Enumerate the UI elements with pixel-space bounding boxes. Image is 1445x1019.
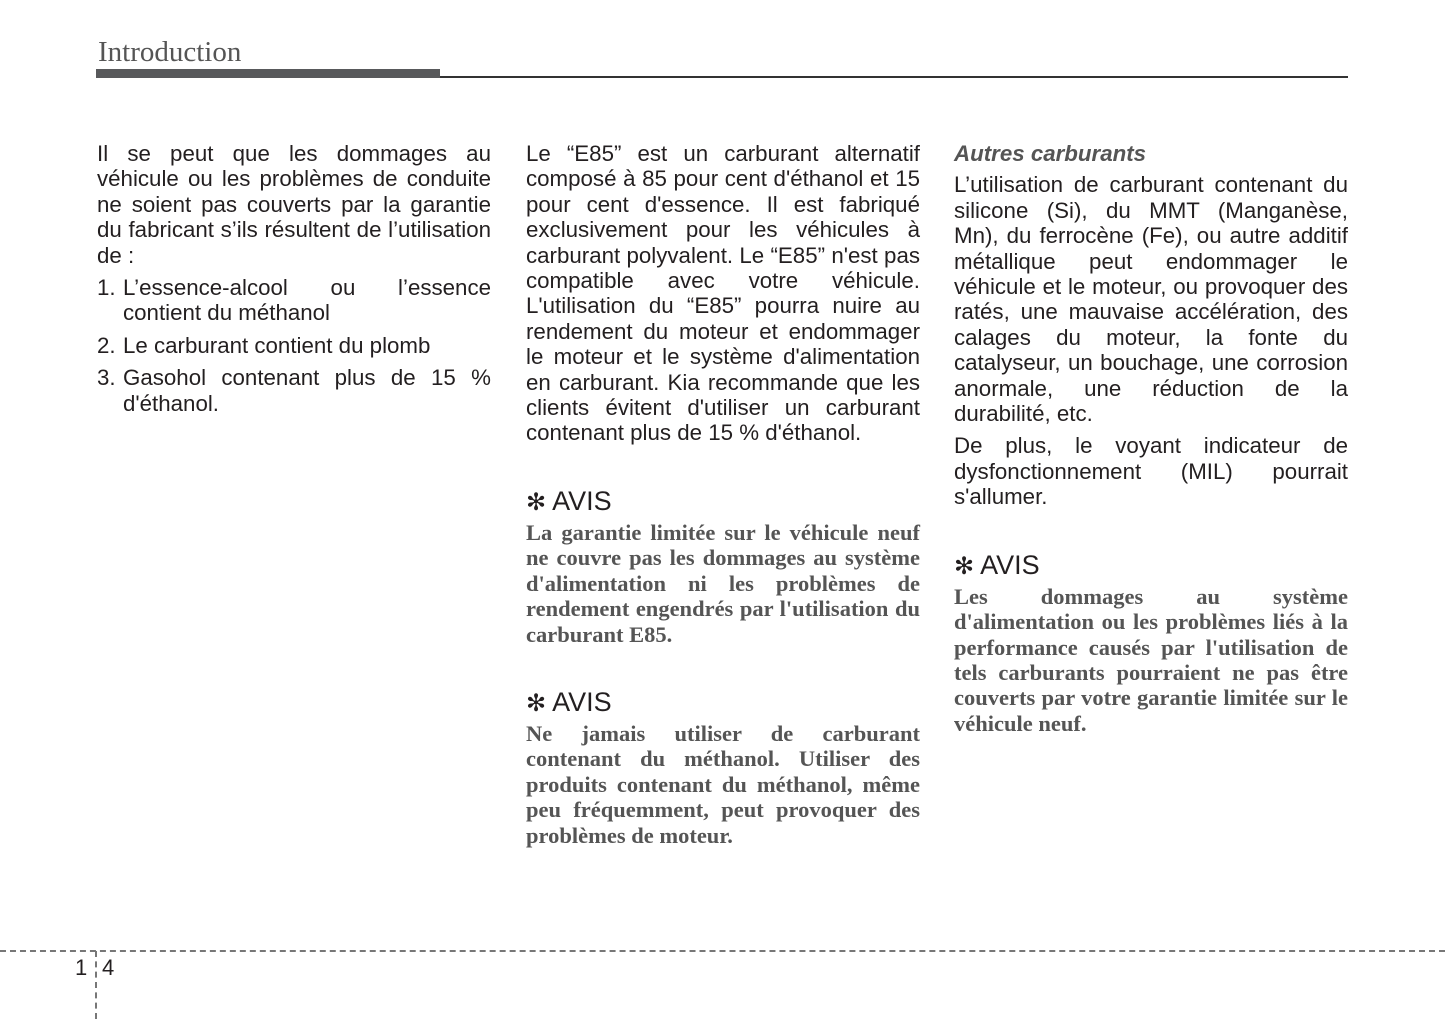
section-number: 1 bbox=[75, 955, 88, 980]
section-title: Introduction bbox=[98, 36, 242, 68]
asterisk-icon: ✻ bbox=[526, 689, 547, 717]
subsection-title: Autres carburants bbox=[954, 141, 1147, 166]
notice-heading bbox=[954, 550, 1348, 582]
footer-dashed-rule bbox=[0, 950, 1445, 952]
list-text: L’essence-alcool ou l’essence contient du méthanol bbox=[123, 275, 491, 326]
notice-heading bbox=[526, 687, 920, 719]
column-3 bbox=[954, 141, 1348, 736]
asterisk-icon: ✻ bbox=[954, 552, 975, 580]
list-item bbox=[97, 275, 491, 326]
notice-heading bbox=[526, 486, 920, 518]
notice-text: Les dommages au système d'alimentation ou les problèmes liés à la performance causés par l'utilisation de tels carburants pourraient ne pas être couverts par votre garantie limitée sur le véhicule neuf. bbox=[954, 583, 1348, 736]
intro-paragraph: Il se peut que les dommages au véhicule ou les problèmes de conduite ne soient pas couverts par la garantie du fabricant s’ils résultent de l’utilisation de : bbox=[97, 141, 491, 268]
header-bar bbox=[96, 69, 440, 78]
list-text: Le carburant contient du plomb bbox=[123, 332, 431, 358]
notice-title: AVIS bbox=[552, 485, 612, 516]
e85-paragraph: Le “E85” est un carburant alternatif composé à 85 pour cent d'éthanol et 15 pour cent d'essence. Il est fabriqué exclusivement pour les véhicules à carburant polyvalent. Le “E85” n'est pas compatible avec votre véhicule. L'utilisation du “E85” pourra nuire au rendement du moteur et endommager le moteur et le système d'alimentation en carburant. Kia recommande que les clients évitent d'utiliser un carburant contenant plus de 15 % d'éthanol. bbox=[526, 141, 920, 446]
asterisk-icon: ✻ bbox=[526, 488, 547, 516]
list-item bbox=[97, 333, 491, 358]
list-text: Gasohol contenant plus de 15 % d'éthanol. bbox=[123, 365, 491, 416]
page-number: 4 bbox=[102, 955, 115, 980]
column-1 bbox=[97, 141, 491, 423]
header-rule bbox=[440, 76, 1348, 78]
list-number: 2. bbox=[97, 332, 116, 358]
notice-title: AVIS bbox=[552, 686, 612, 717]
list-number: 3. bbox=[97, 365, 116, 391]
notice-text: La garantie limitée sur le véhicule neuf ne couvre pas les dommages au système d'alimentation ni les problèmes de rendement engendrés par l'utilisation du carburant E85. bbox=[526, 519, 920, 647]
list-number: 1. bbox=[97, 275, 116, 301]
notice-title: AVIS bbox=[980, 549, 1040, 580]
footer-dashed-divider bbox=[95, 951, 97, 1019]
additives-paragraph: L’utilisation de carburant contenant du silicone (Si), du MMT (Manganèse, Mn), du ferrocène (Fe), ou autre additif métallique peut endommager le véhicule et le moteur, ou provoquer des ratés, une mauvaise accélération, des calages du moteur, la fonte du catalyseur, un bouchage, une corrosion anormale, une réduction de la durabilité, etc. bbox=[954, 172, 1348, 427]
mil-paragraph: De plus, le voyant indicateur de dysfonctionnement (MIL) pourrait s'allumer. bbox=[954, 433, 1348, 510]
notice-text: Ne jamais utiliser de carburant contenant du méthanol. Utiliser des produits contenant du méthanol, même peu fréquemment, peut provoquer des problèmes de moteur. bbox=[526, 720, 920, 848]
list-item bbox=[97, 365, 491, 416]
column-2 bbox=[526, 141, 920, 848]
